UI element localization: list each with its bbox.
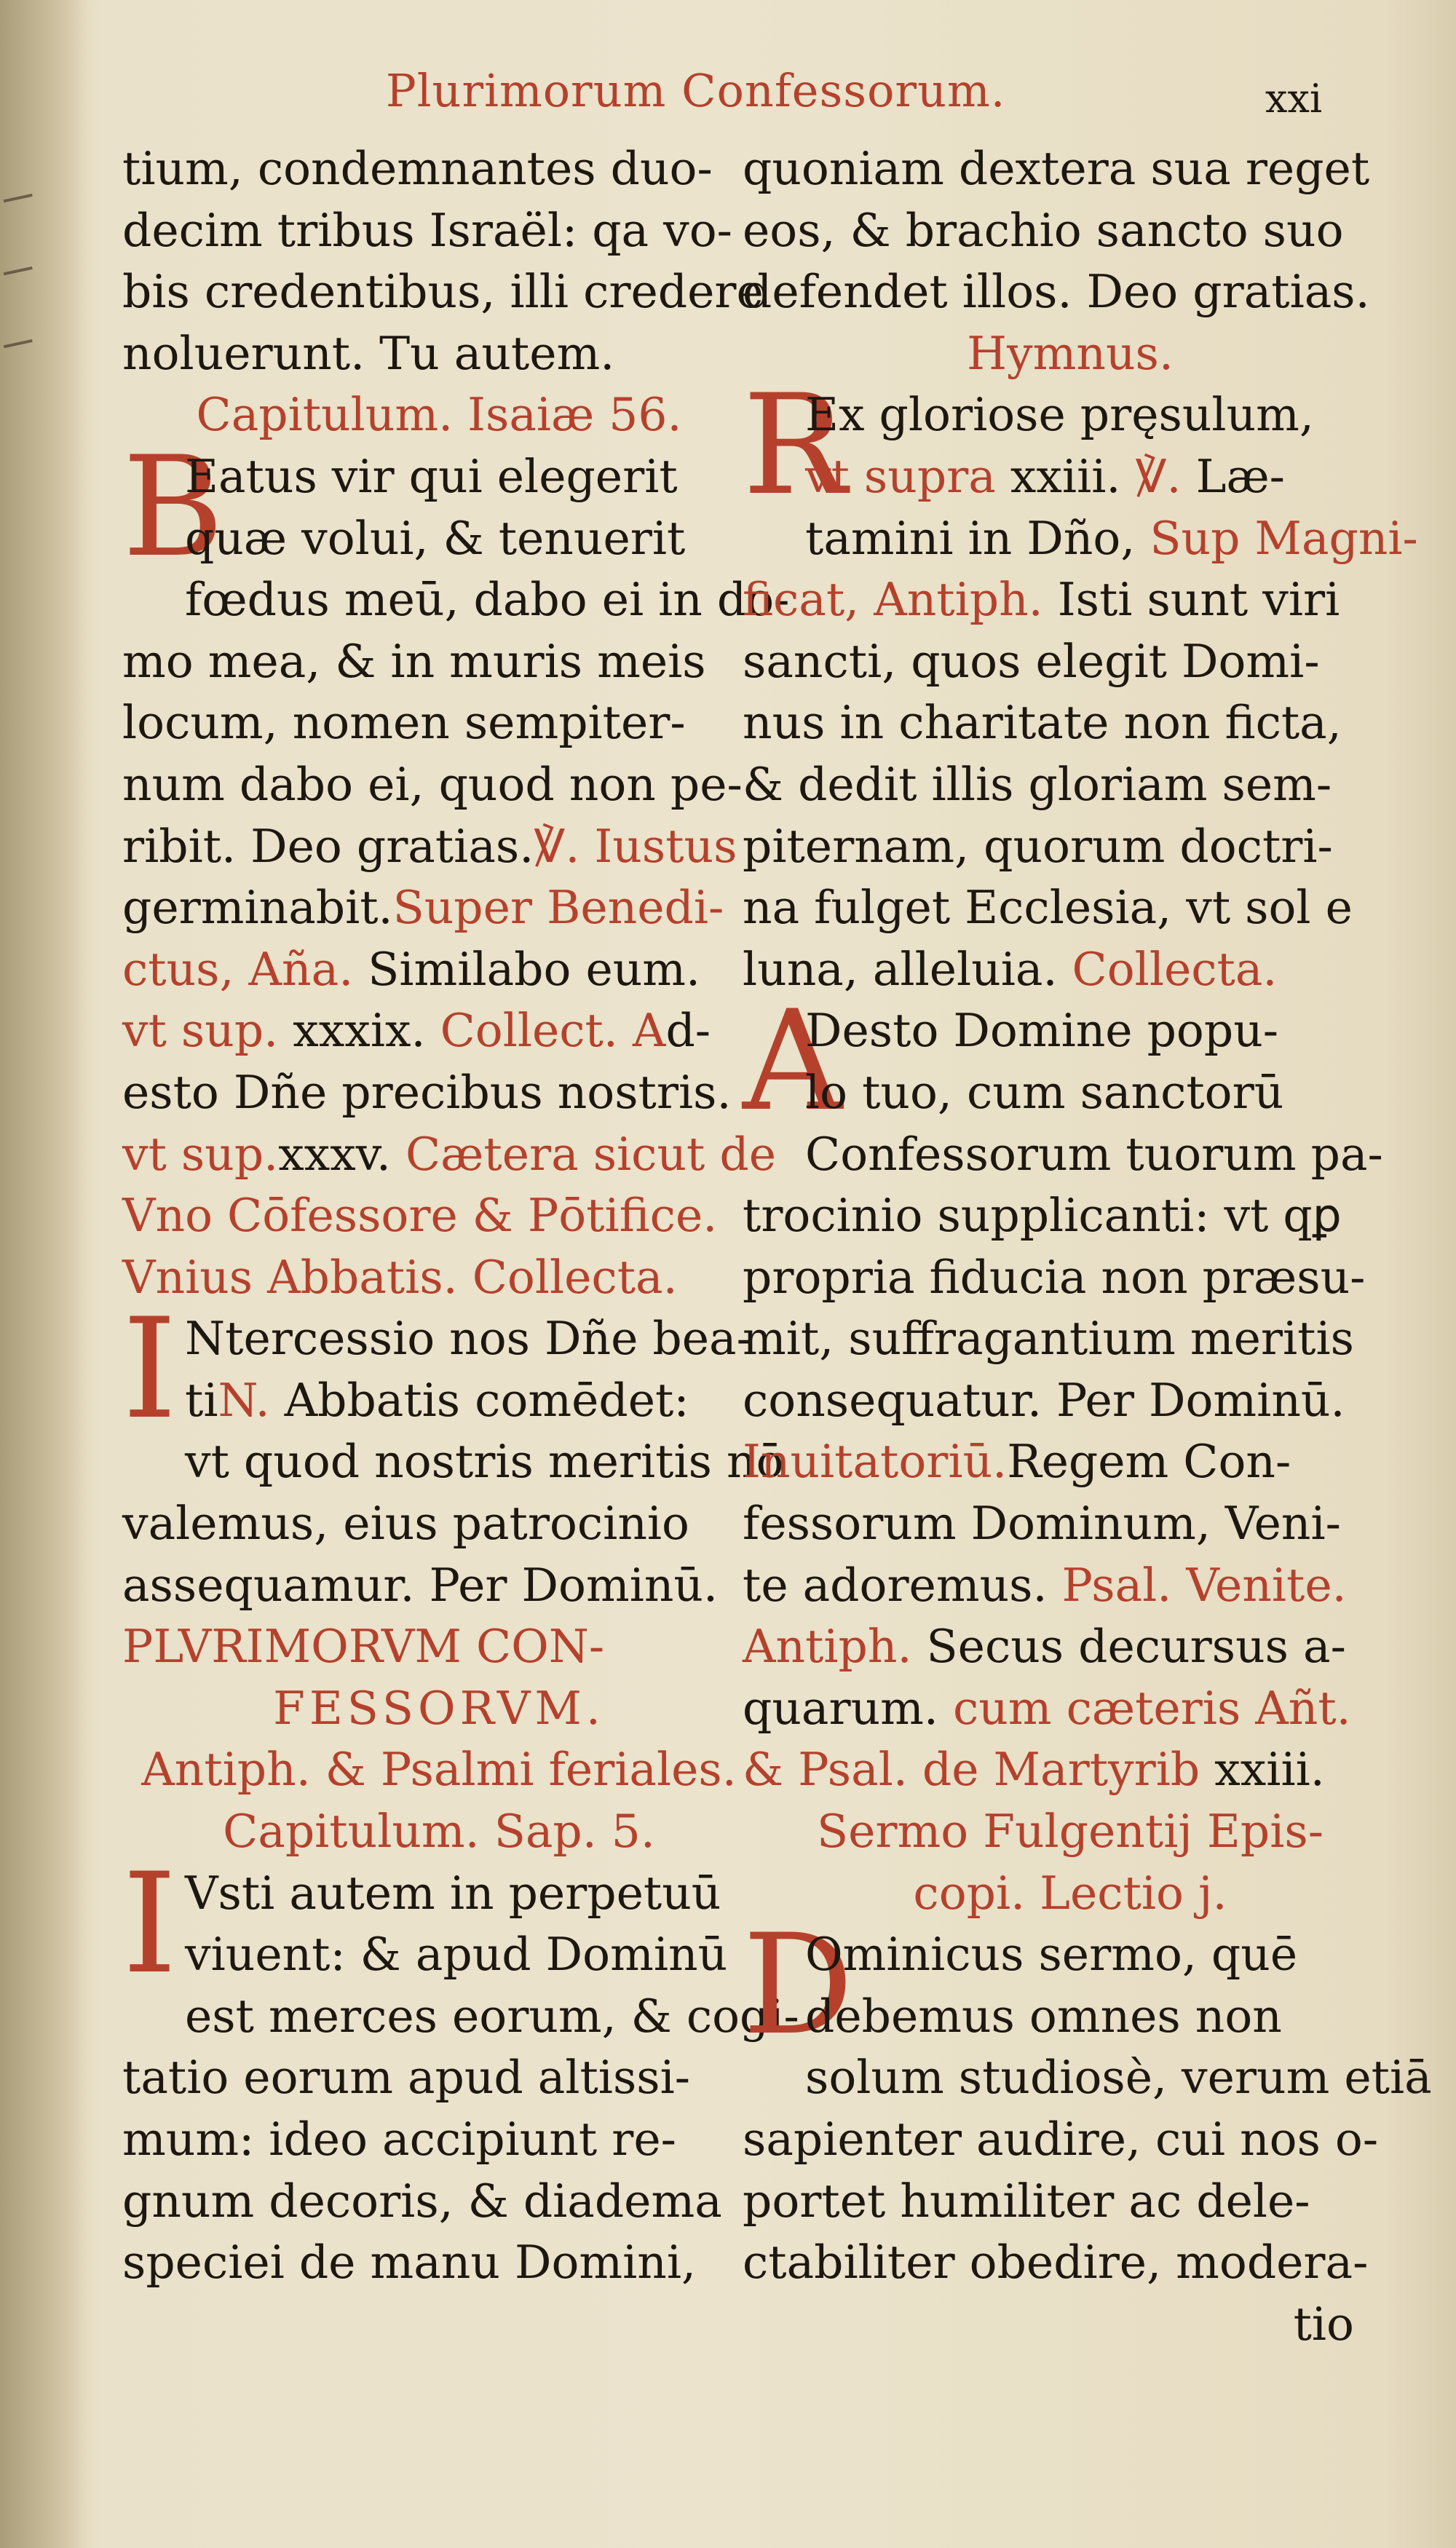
text-line: tatio eorum apud altissi- [122,2051,691,2105]
drop-cap: D [743,1904,854,2066]
text-line: mum: ideo accipiunt re- [122,2113,676,2166]
rubric-span: ctus, Aña. [122,942,354,996]
text-line: sapienter audire, cui nos o- [743,2113,1379,2166]
text-span: xxiii. [1010,449,1121,503]
right-column [743,138,1432,2355]
text-line [743,1555,1398,1617]
rubric-span: vt sup. [122,1004,279,1058]
catchword: tio [1293,2297,1354,2351]
paragraph-rex [743,365,1418,1000]
text-line [122,1124,776,1186]
section-heading: PLVRIMORVM CON- [122,1620,605,1674]
rubric-span: N. [218,1373,270,1427]
text-line: portet humiliter ac dele- [743,2174,1310,2228]
text-line: esto Dñe precibus nostris. [122,1065,732,1119]
text-span: Regem Con- [1007,1435,1291,1489]
running-head: Plurimorum Confessorum. [386,64,1006,117]
text-span: quarum. [743,1681,938,1735]
rubric-heading: Hymnus. [967,326,1174,380]
text-line [743,569,1398,631]
text-line [122,877,756,939]
text-line: bis credentibus, illi credere [122,265,764,319]
text-line: noluerunt. Tu autem. [122,326,615,380]
text-line [743,446,1398,508]
text-line: propria fiducia non præsu- [743,1250,1366,1304]
paragraph-intercessio [122,1289,784,1616]
folio-number: xxi [1265,76,1323,122]
text-line [122,939,756,1001]
text-line: valemus, eius patrocinio [122,1497,689,1551]
text-span: ribit. Deo gratias. [122,819,534,873]
text-span: xxiii. [1214,1743,1325,1797]
drop-cap: A [743,981,843,1142]
rubric-span: Antiph. [743,1620,912,1674]
text-line: decim tribus Israël: qa vo- [122,203,732,257]
text-span: Secus decursus a- [926,1620,1346,1674]
text-line [743,1739,1398,1801]
section-heading-continued: FESSORVM. [273,1681,605,1735]
drop-cap: R [743,365,847,526]
text-line: viuent: & apud Dominū [185,1928,728,1982]
bleed-through-mark [4,339,34,357]
text-line: debemus omnes non [805,1989,1282,2043]
rubric-heading: Capitulum. Isaiæ 56. [196,388,682,442]
text-line: tium, condemnantes duo- [122,142,713,195]
rubric-span: Super Benedi- [392,881,724,935]
text-line: fœdus meū, dabo ei in do- [185,573,790,627]
text-line: lo tuo, cum sanctorū [805,1065,1284,1119]
drop-cap: I [122,1289,178,1450]
drop-cap: B [122,426,224,587]
versicle-sign: ℣. Iustus [534,819,737,873]
text-line [743,939,1398,1001]
text-line: gnum decoris, & diadema [122,2174,722,2228]
text-line: solum studiosè, verum etiā [805,2051,1432,2105]
rubric-span: Sup Magni- [1150,511,1418,565]
text-span: d- [665,1004,711,1058]
text-span: Isti sunt viri [1057,573,1340,627]
text-line: & dedit illis gloriam sem- [743,757,1332,811]
rubric-span: Collecta. [1072,942,1278,996]
text-line: sancti, quos elegit Domi- [743,634,1320,688]
text-span: tamini in Dño, [805,511,1136,565]
rubric-heading: Sermo Fulgentij Epis- [817,1805,1324,1859]
text-line: speciei de manu Domini, [122,2236,697,2290]
text-line [743,1431,1398,1493]
versicle-sign: ℣. [1135,449,1182,503]
text-line: Vsti autem in perpetuū [185,1866,721,1920]
text-line: defendet illos. Deo gratias. [743,265,1370,319]
rubric-span: cum cæteris Añt. [952,1681,1351,1735]
text-line: Ex gloriose pręsulum, [805,388,1314,442]
bleed-through-mark [4,266,34,284]
text-line: nus in charitate non ficta, [743,696,1342,750]
text-span: ti [185,1373,218,1427]
text-line: est merces eorum, & cogi- [185,1989,799,2043]
text-line: quæ volui, & tenuerit [185,511,686,565]
rubric-line: Vno Cōfessore & Pōtifice. [122,1189,718,1243]
paragraph-beatus [122,426,790,1308]
text-line: eos, & brachio sancto suo [743,203,1344,257]
rubric-span: & Psal. de Martyrib [743,1743,1200,1797]
text-span: Læ- [1195,449,1285,503]
text-line: mo mea, & in muris meis [122,634,706,688]
left-column [122,138,799,2294]
text-line: assequamur. Per Dominū. [122,1558,719,1612]
text-line [122,816,756,878]
rubric-span: Cætera sicut de [405,1127,776,1181]
text-span: te adoremus. [743,1558,1048,1612]
text-line [743,508,1418,570]
text-line: Confessorum tuorum pa- [805,1127,1383,1181]
rubric-span: Collect. A [440,1004,666,1058]
page-gutter [0,0,87,2548]
text-line: mit, suffragantium meritis [743,1312,1354,1366]
text-line [743,1616,1398,1678]
text-line: consequatur. Per Dominū. [743,1373,1345,1427]
text-line: Eatus vir qui elegerit [185,449,678,503]
paragraph-iusti [122,1843,799,2294]
text-line: Desto Domine popu- [805,1004,1279,1058]
text-span: Similabo eum. [368,942,701,996]
text-span: germinabit. [122,881,393,935]
text-line [122,1370,756,1432]
text-line: Ntercessio nos Dñe bea- [185,1312,752,1366]
text-line: trocinio supplicanti: vt qꝑ [743,1189,1342,1243]
text-line: piternam, quorum doctri- [743,819,1333,873]
rubric-span: Psal. Venite. [1061,1558,1347,1612]
text-span: xxxv. [278,1127,391,1181]
drop-cap: I [122,1843,178,2004]
paragraph-adesto [743,981,1398,1801]
text-span: Abbatis comēdet: [284,1373,689,1427]
text-span: luna, alleluia. [743,942,1058,996]
text-line: quoniam dextera sua reget [743,142,1370,195]
text-line: locum, nomen sempiter- [122,696,686,750]
rubric-span: ficat, Antiph. [743,573,1043,627]
paragraph-dominicus [743,1904,1432,2294]
text-line: Ominicus sermo, quē [805,1928,1298,1982]
rubric-span: vt supra [805,449,996,503]
rubric-line: Antiph. & Psalmi feriales. [141,1743,737,1797]
rubric-span: vt sup. [122,1127,279,1181]
text-line: ctabiliter obedire, modera- [743,2236,1369,2290]
text-line: fessorum Dominum, Veni- [743,1497,1341,1551]
rubric-span: Inuitatoriū. [743,1435,1008,1489]
text-line [122,1000,756,1062]
rubric-line: Vnius Abbatis. Collecta. [122,1250,678,1304]
rubric-heading: Capitulum. Sap. 5. [223,1805,655,1859]
bleed-through-mark [4,194,34,211]
text-line: na fulget Ecclesia, vt sol e [743,881,1353,935]
rubric-heading: copi. Lectio j. [913,1866,1227,1920]
text-span: xxxix. [293,1004,426,1058]
text-line: vt quod nostris meritis nō [185,1435,784,1489]
text-line: num dabo ei, quod non pe- [122,757,743,811]
text-line [743,1678,1398,1740]
